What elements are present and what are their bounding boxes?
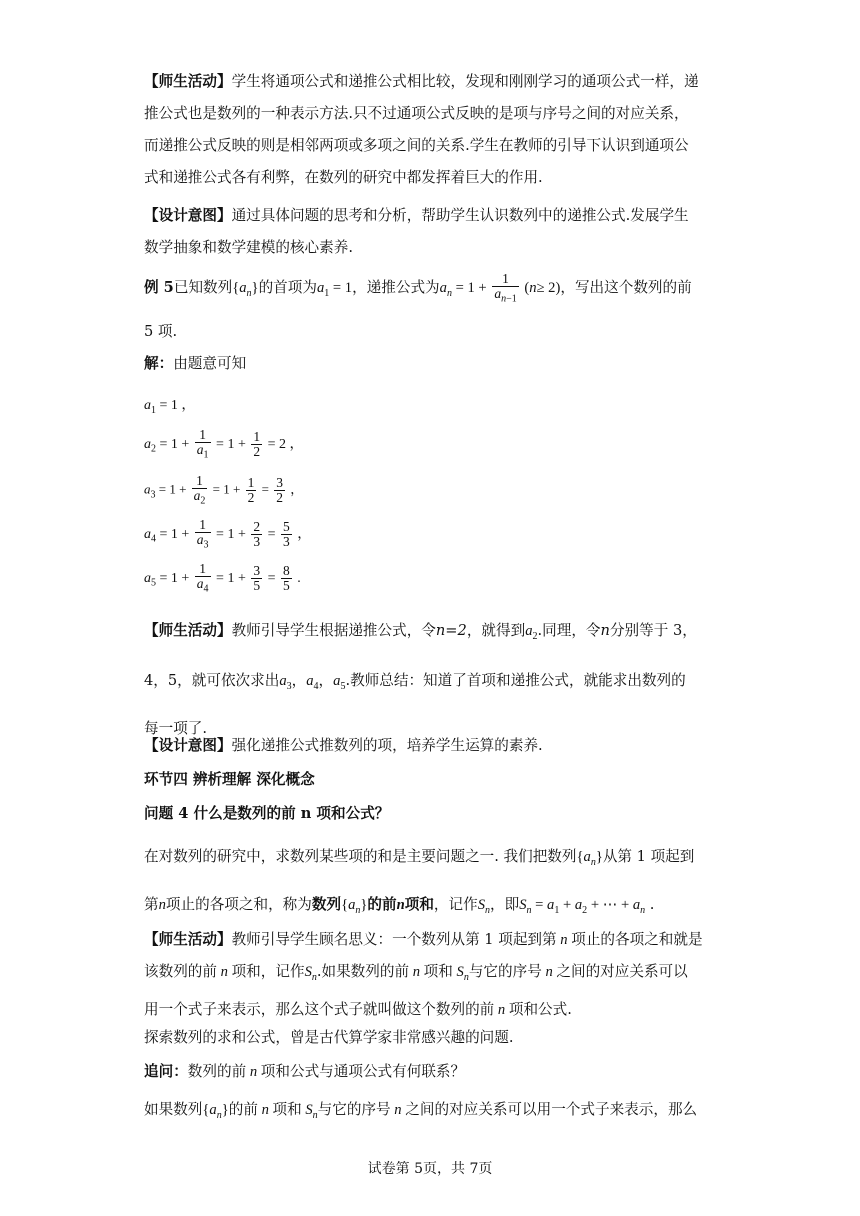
sum-symbol: $S_n$	[305, 1102, 318, 1121]
page-footer: 试卷第 5页，共 7页	[367, 1161, 493, 1177]
text-span: 已知数列	[173, 279, 233, 296]
sequence-symbol: $\{a_n\}$	[202, 1102, 229, 1121]
sum-formula: $S_n = a_1 + a_2$ + ⋯ + $a_n$	[519, 896, 646, 916]
text-span: 与它的序号	[317, 1101, 391, 1118]
text-line: 通过具体问题的思考和分析，帮助学生认识数列中的递推公式.发展学生	[231, 207, 689, 224]
term-a5: $a_5$	[333, 672, 346, 692]
text-span: 与它的序号	[468, 963, 542, 980]
text-span: ，记作	[433, 895, 478, 913]
solution-intro	[144, 348, 720, 380]
first-term-formula: $a_1 = 1$	[316, 280, 353, 299]
math-inline: n=2	[435, 622, 467, 639]
teacher-student-activity-2	[144, 612, 720, 748]
bold-term: 数列	[311, 895, 342, 913]
math-inline: n	[396, 896, 405, 913]
design-intent-1	[144, 200, 720, 264]
text-span: 的前	[228, 1101, 258, 1118]
math-inline: n	[246, 1064, 261, 1080]
math-inline: n	[541, 964, 557, 980]
math-inline: n	[158, 896, 166, 913]
text-span: .教师总结：知道了首项和递推公式，就能求出数列的	[345, 671, 686, 689]
text-line: 式和递推公式各有利弊，在数列的研究中都发挥着巨大的作用.	[144, 169, 543, 186]
text-span: 教师引导学生根据递推公式，令	[231, 622, 436, 639]
solution-label: 解：	[144, 355, 174, 372]
text-span: 项止的各项之和就是	[571, 931, 703, 948]
text-span: .如果数列的前	[316, 963, 410, 980]
text-span: 的首项为	[258, 279, 317, 296]
section-tag: 【设计意图】	[144, 207, 232, 224]
text-span: 分别等于 3，	[609, 622, 697, 639]
text-span: 项和	[423, 963, 453, 980]
design-intent-2	[144, 730, 720, 762]
term-a3: $a_3$	[279, 672, 292, 692]
sum-symbol: $S_n$	[477, 896, 491, 916]
term-a2: $a_2$	[525, 623, 538, 642]
follow-up-label: 追问：	[144, 1063, 188, 1080]
text-span: ，写出这个数列的前	[560, 279, 692, 296]
text-span: 项和公式.	[508, 1000, 572, 1018]
text-line: 5 项.	[144, 322, 178, 340]
text-span: ，递推公式为	[352, 279, 440, 296]
section-tag: 【设计意图】	[144, 737, 232, 754]
sum-symbol: $S_n$	[456, 964, 469, 983]
recurrence-formula: $a_n = 1$ + $\frac{1}{a_{n-1}}$ (n≥ 2)	[439, 270, 561, 305]
math-inline: n	[216, 964, 232, 980]
text-span: ，就得到	[466, 622, 526, 639]
math-inline: n	[409, 964, 424, 980]
text-span: 项和	[272, 1101, 302, 1118]
text-span: 强化递推公式推数列的项，培养学生运算的素养.	[231, 737, 543, 754]
math-inline: n	[494, 1001, 509, 1018]
sum-symbol: $S_n$	[304, 964, 317, 983]
sum-definition	[144, 836, 720, 932]
equation-a5: $a_5 = 1$ + $\frac{1}{a_4}$ = 1 + $\frac{3}{5}$ = $\frac{8}{5}$ .	[144, 561, 301, 595]
example-5	[144, 268, 720, 352]
text-span: 第	[144, 895, 159, 913]
math-inline: n	[600, 622, 610, 639]
text-span: .	[649, 895, 655, 913]
math-inline: n	[390, 1102, 406, 1118]
sequence-symbol: $\{a_n\}$	[232, 280, 259, 299]
follow-up-question	[144, 1056, 720, 1088]
equation-a1: $a_1 = 1$ ，	[144, 398, 196, 416]
teacher-student-activity-3	[144, 924, 720, 1026]
bold-term: 的前	[367, 895, 397, 913]
sequence-symbol: $\{a_n\}$	[341, 896, 368, 916]
term-a4: $a_4$	[306, 672, 319, 692]
equation-a2: $a_2 = 1$ + $\frac{1}{a_1}$ = 1 + $\frac{1}{2}$ = 2 ，	[144, 427, 304, 461]
text-span: 该数列的前	[144, 963, 217, 980]
text-line: 每一项了.	[144, 719, 208, 737]
equation-a3: $a_3 = 1$ + $\frac{1}{a_2}$ = 1 + $\frac{1}{2}$ = $\frac{3}{2}$ ，	[144, 473, 304, 507]
text-line: 而递推公式反映的则是相邻两项或多项之间的关系.学生在教师的引导下认识到通项公	[144, 137, 689, 154]
text-span: .同理，令	[537, 622, 601, 639]
equation-a4: $a_4 = 1$ + $\frac{1}{a_3}$ = 1 + $\frac{2}{3}$ = $\frac{5}{3}$ ，	[144, 517, 312, 551]
text-span: 项和公式与通项公式有何联系？	[260, 1063, 466, 1080]
text-span: 之间的对应关系可以用一个式子来表示，那么	[405, 1101, 698, 1118]
text-span: 用一个式子来表示，那么这个式子就叫做这个数列的前	[144, 1000, 495, 1018]
text-span: ，即	[490, 895, 520, 913]
text-span: 项和，记作	[231, 963, 305, 980]
sequence-symbol: $\{a_n\}$	[576, 849, 603, 868]
text-line: 数学抽象和数学建模的核心素养.	[144, 239, 353, 256]
text-span: 4，5，就可依次求出	[144, 671, 280, 689]
math-inline: n	[556, 932, 572, 948]
text-span: 由题意可知	[173, 355, 247, 372]
text-paragraph: 探索数列的求和公式，曾是古代算学家非常感兴趣的问题.	[144, 1029, 514, 1046]
text-paragraph	[144, 1094, 720, 1132]
text-span: 从第 1 项起到	[602, 848, 695, 865]
text-span: ，	[318, 671, 334, 689]
text-line: 学生将通项公式和递推公式相比较，发现和刚刚学习的通项公式一样，递	[231, 73, 699, 90]
text-span: 项止的各项之和，称为	[165, 895, 312, 913]
question-heading: 问题 4 什么是数列的前 n 项和公式？	[144, 805, 390, 822]
text-span: 数列的前	[187, 1063, 247, 1080]
example-label: 例 5	[144, 279, 174, 296]
section-tag: 【师生活动】	[144, 931, 232, 948]
math-inline: n	[257, 1102, 273, 1118]
section-tag: 【师生活动】	[144, 73, 232, 90]
text-span: 在对数列的研究中，求数列某些项的和是主要问题之一. 我们把数列	[144, 848, 577, 865]
teacher-student-activity-1	[144, 66, 720, 194]
text-span: 教师引导学生顾名思义：一个数列从第 1 项起到第	[231, 931, 557, 948]
text-span: 如果数列	[144, 1101, 203, 1118]
text-span: 之间的对应关系可以	[556, 963, 688, 980]
bold-term: 项和	[404, 895, 434, 913]
text-span: ，	[291, 671, 307, 689]
section-tag: 【师生活动】	[144, 622, 232, 639]
section-heading: 环节四 辨析理解 深化概念	[144, 771, 315, 788]
text-line: 推公式也是数列的一种表示方法.只不过通项公式反映的是项与序号之间的对应关系，	[144, 105, 689, 122]
